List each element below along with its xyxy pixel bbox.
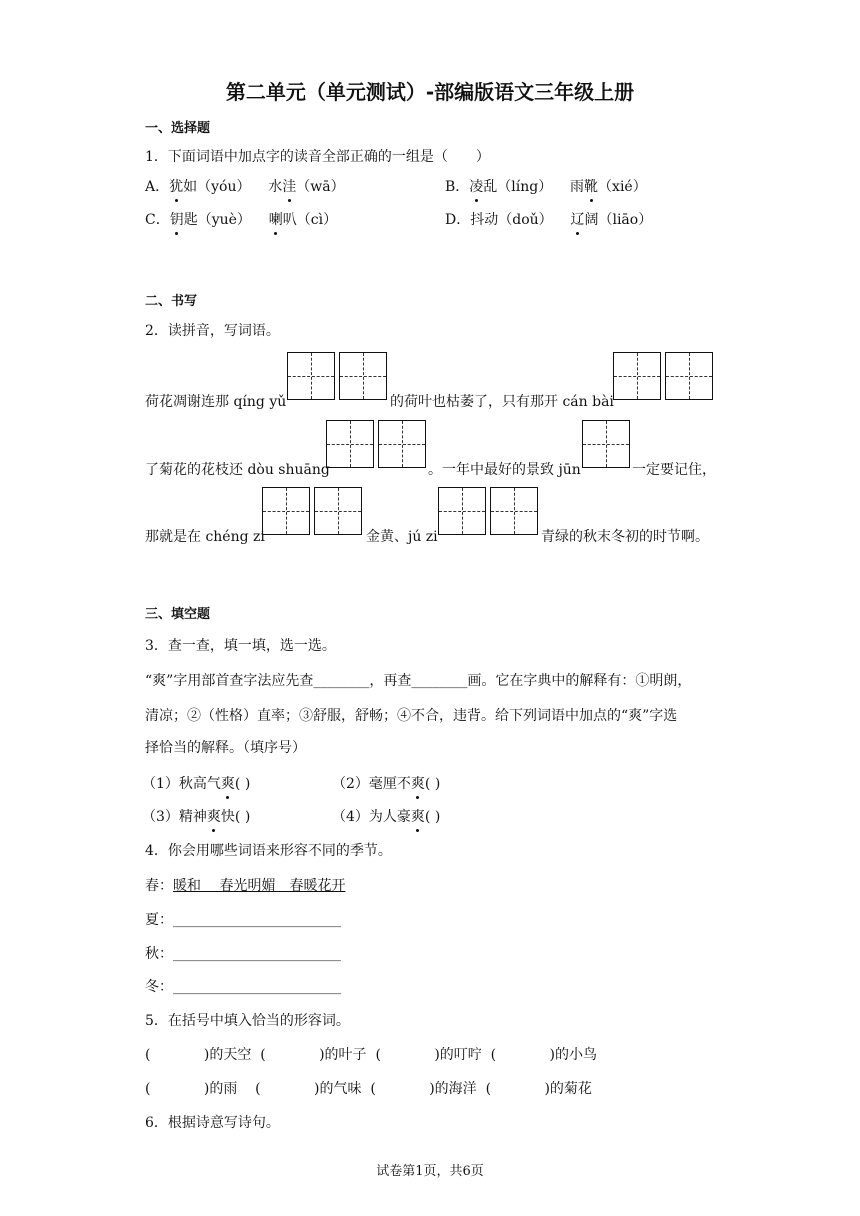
option-text: 如（yóu） — [183, 179, 251, 195]
question-3-paragraph-2: 清凉；②（性格）直率；③舒服，舒畅；④不合，违背。给下列词语中加点的“爽”字选 — [145, 708, 678, 724]
q3-item-3[interactable] — [142, 806, 250, 826]
section-heading-choice: 一、选择题 — [145, 121, 211, 136]
question-6-stem: 6．根据诗意写诗句。 — [145, 1115, 280, 1131]
question-4-stem: 4．你会用哪些词语来形容不同的季节。 — [145, 843, 392, 859]
option-text: 动（doǔ） — [484, 212, 553, 228]
option-label: A． — [145, 179, 170, 195]
question-3-paragraph-1: “爽”字用部首查字法应先查________，再查________画。它在字典中的解释有：①明朗， — [145, 673, 692, 689]
q5-row-1[interactable]: ( )的天空 ( )的叶子 ( )的叮咛 ( )的小鸟 — [145, 1047, 598, 1063]
dotted-char: 辽 — [570, 209, 584, 229]
writing-grid-box[interactable] — [339, 352, 387, 400]
dotted-char: 爽 — [221, 773, 235, 793]
option-label: D． — [445, 212, 471, 228]
q4-spring-row — [145, 875, 345, 895]
q2-line1-text-a: 荷花凋谢连那 qíng yǔ — [145, 394, 287, 410]
dotted-char: 爽 — [411, 773, 425, 793]
option-text: 乱（líng） — [483, 179, 553, 195]
question-2-stem: 2．读拼音，写词语。 — [145, 323, 280, 339]
item-text: （3）精神 — [142, 809, 207, 825]
writing-grid-box[interactable] — [287, 352, 335, 400]
page-footer: 试卷第1页，共6页 — [376, 1164, 484, 1179]
q3-item-4[interactable] — [332, 806, 440, 826]
answer-blank[interactable]: ( ) — [424, 809, 441, 825]
question-1-option-b[interactable] — [445, 176, 647, 196]
q2-line2-text-c: 一定要记住， — [632, 462, 716, 478]
question-1-option-a[interactable] — [145, 176, 345, 196]
dotted-char: 犹 — [169, 176, 183, 196]
writing-grid-box[interactable] — [438, 487, 486, 535]
writing-grid-box[interactable] — [665, 352, 713, 400]
option-text: 叭 — [282, 212, 297, 228]
writing-grid-box[interactable] — [378, 420, 426, 468]
writing-grid-box[interactable] — [314, 487, 362, 535]
q2-line2-text-a: 了菊花的花枝还 dòu shuāng — [145, 462, 330, 478]
dotted-char: 钥 — [170, 209, 184, 229]
q4-summer-blank[interactable]: 夏：________________________ — [145, 912, 341, 928]
dotted-char: 喇 — [269, 209, 283, 229]
question-1-option-d[interactable] — [445, 209, 652, 229]
option-text: （wā） — [296, 179, 345, 195]
q3-item-2[interactable] — [332, 773, 440, 793]
writing-grid-box[interactable] — [613, 352, 661, 400]
option-text: （xié） — [598, 179, 647, 195]
dotted-char: 凌 — [469, 176, 483, 196]
option-text: 阔（liāo） — [584, 212, 653, 228]
answer-blank[interactable]: ( ) — [424, 776, 441, 792]
page-title: 第二单元（单元测试）-部编版语文三年级上册 — [225, 80, 635, 104]
option-text: 匙（yuè） — [183, 212, 251, 228]
section-heading-fill: 三、填空题 — [145, 607, 211, 622]
question-3-stem: 3．查一查，填一填，选一选。 — [145, 638, 336, 654]
question-1-option-c[interactable] — [145, 209, 337, 229]
option-text: 水 — [268, 179, 283, 195]
item-text: （1）秋高气 — [142, 776, 221, 792]
spring-example-words: 暖和 春光明媚 春暖花开 — [173, 878, 346, 894]
question-3-paragraph-3: 择恰当的解释。（填序号） — [145, 740, 306, 756]
q2-line3-text-b: 金黄、jú zi — [366, 529, 438, 545]
section-heading-writing: 二、书写 — [145, 294, 198, 309]
q4-autumn-blank[interactable]: 秋：________________________ — [145, 946, 341, 962]
option-text: 抖 — [470, 212, 485, 228]
question-5-stem: 5．在括号中填入恰当的形容词。 — [145, 1013, 350, 1029]
option-label: C． — [145, 212, 170, 228]
option-text: （cì） — [296, 212, 338, 228]
writing-grid-box[interactable] — [582, 420, 630, 468]
item-text: （2）毫厘不 — [332, 776, 411, 792]
option-label: B． — [445, 179, 470, 195]
dotted-char: 爽 — [207, 806, 221, 826]
answer-blank[interactable]: ( ) — [234, 776, 251, 792]
q2-line3-text-a: 那就是在 chéng zi — [145, 529, 265, 545]
writing-grid-box[interactable] — [262, 487, 310, 535]
dotted-char: 洼 — [282, 176, 296, 196]
q2-line1-text-b: 的荷叶也枯萎了，只有那开 cán bài — [390, 394, 614, 410]
dotted-char: 爽 — [411, 806, 425, 826]
dotted-char: 靴 — [584, 176, 598, 196]
option-text: 雨 — [570, 179, 585, 195]
writing-grid-box[interactable] — [490, 487, 538, 535]
item-text: （4）为人豪 — [332, 809, 411, 825]
q4-winter-blank[interactable]: 冬：________________________ — [145, 979, 341, 995]
q2-line3-text-c: 青绿的秋末冬初的时节啊。 — [541, 529, 709, 545]
question-1-stem: 1．下面词语中加点字的读音全部正确的一组是（ ） — [145, 149, 490, 165]
season-label: 春： — [145, 878, 173, 894]
q3-item-1[interactable] — [142, 773, 250, 793]
answer-blank[interactable]: 快( ) — [220, 809, 251, 825]
writing-grid-box[interactable] — [326, 420, 374, 468]
q5-row-2[interactable]: ( )的雨 ( )的气味 ( )的海洋 ( )的菊花 — [145, 1081, 592, 1097]
q2-line2-text-b: 。一年中最好的景致 jūn — [428, 462, 581, 478]
